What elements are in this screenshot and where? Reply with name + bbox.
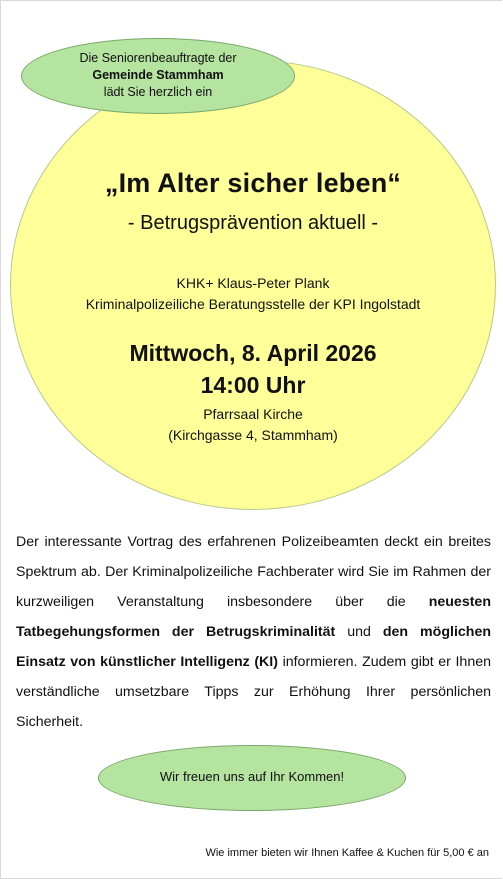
footer-note: Wie immer bieten wir Ihnen Kaffee & Kuchen für 5,00 € an <box>205 847 489 859</box>
speaker-organization: Kriminalpolizeiliche Beratungsstelle der KPI Ingolstadt <box>85 296 421 312</box>
event-date: Mittwoch, 8. April 2026 <box>129 340 377 366</box>
event-subtitle: - Betrugsprävention aktuell - <box>127 212 379 234</box>
invitation-line-2 <box>21 67 295 84</box>
venue-address: (Kirchgasse 4, Stammham) <box>168 427 338 443</box>
invitation-text <box>21 50 295 101</box>
description-bold-1: neuesten Tatbegehungsformen der Betrugskriminalität <box>16 594 491 640</box>
speaker-name: KHK+ Klaus-Peter Plank <box>176 275 330 291</box>
municipality-name: Gemeinde Stammham <box>92 68 224 82</box>
description-bold-2: den möglichen Einsatz von künstlicher Intelligenz (KI) <box>16 624 491 670</box>
closing-text: Wir freuen uns auf Ihr Kommen! <box>159 769 345 784</box>
speaker-block <box>10 273 496 315</box>
invitation-line-1: Die Seniorenbeauftragte der <box>79 51 237 65</box>
invitation-line-3: lädt Sie herzlich ein <box>103 85 213 99</box>
venue-block <box>10 404 496 446</box>
description-paragraph <box>16 527 491 737</box>
description-part-1: Der interessante Vortrag des erfahrenen Polizeibeamten deckt ein breites Spektrum ab. Der Kriminalpolizeiliche Fachberater wird Sie im Rahmen der kurzweiligen Veranstaltung insbesondere über die <box>16 534 491 610</box>
description-part-2: und <box>335 624 383 640</box>
venue-name: Pfarrsaal Kirche <box>203 406 303 422</box>
event-title: „Im Alter sicher leben“ <box>104 168 402 198</box>
date-time-block <box>10 337 496 401</box>
description-part-3: informieren. Zudem gibt er Ihnen verständliche umsetzbare Tipps zur Erhöhung Ihrer persönlichen Sicherheit. <box>16 654 491 730</box>
event-time: 14:00 Uhr <box>200 372 306 398</box>
